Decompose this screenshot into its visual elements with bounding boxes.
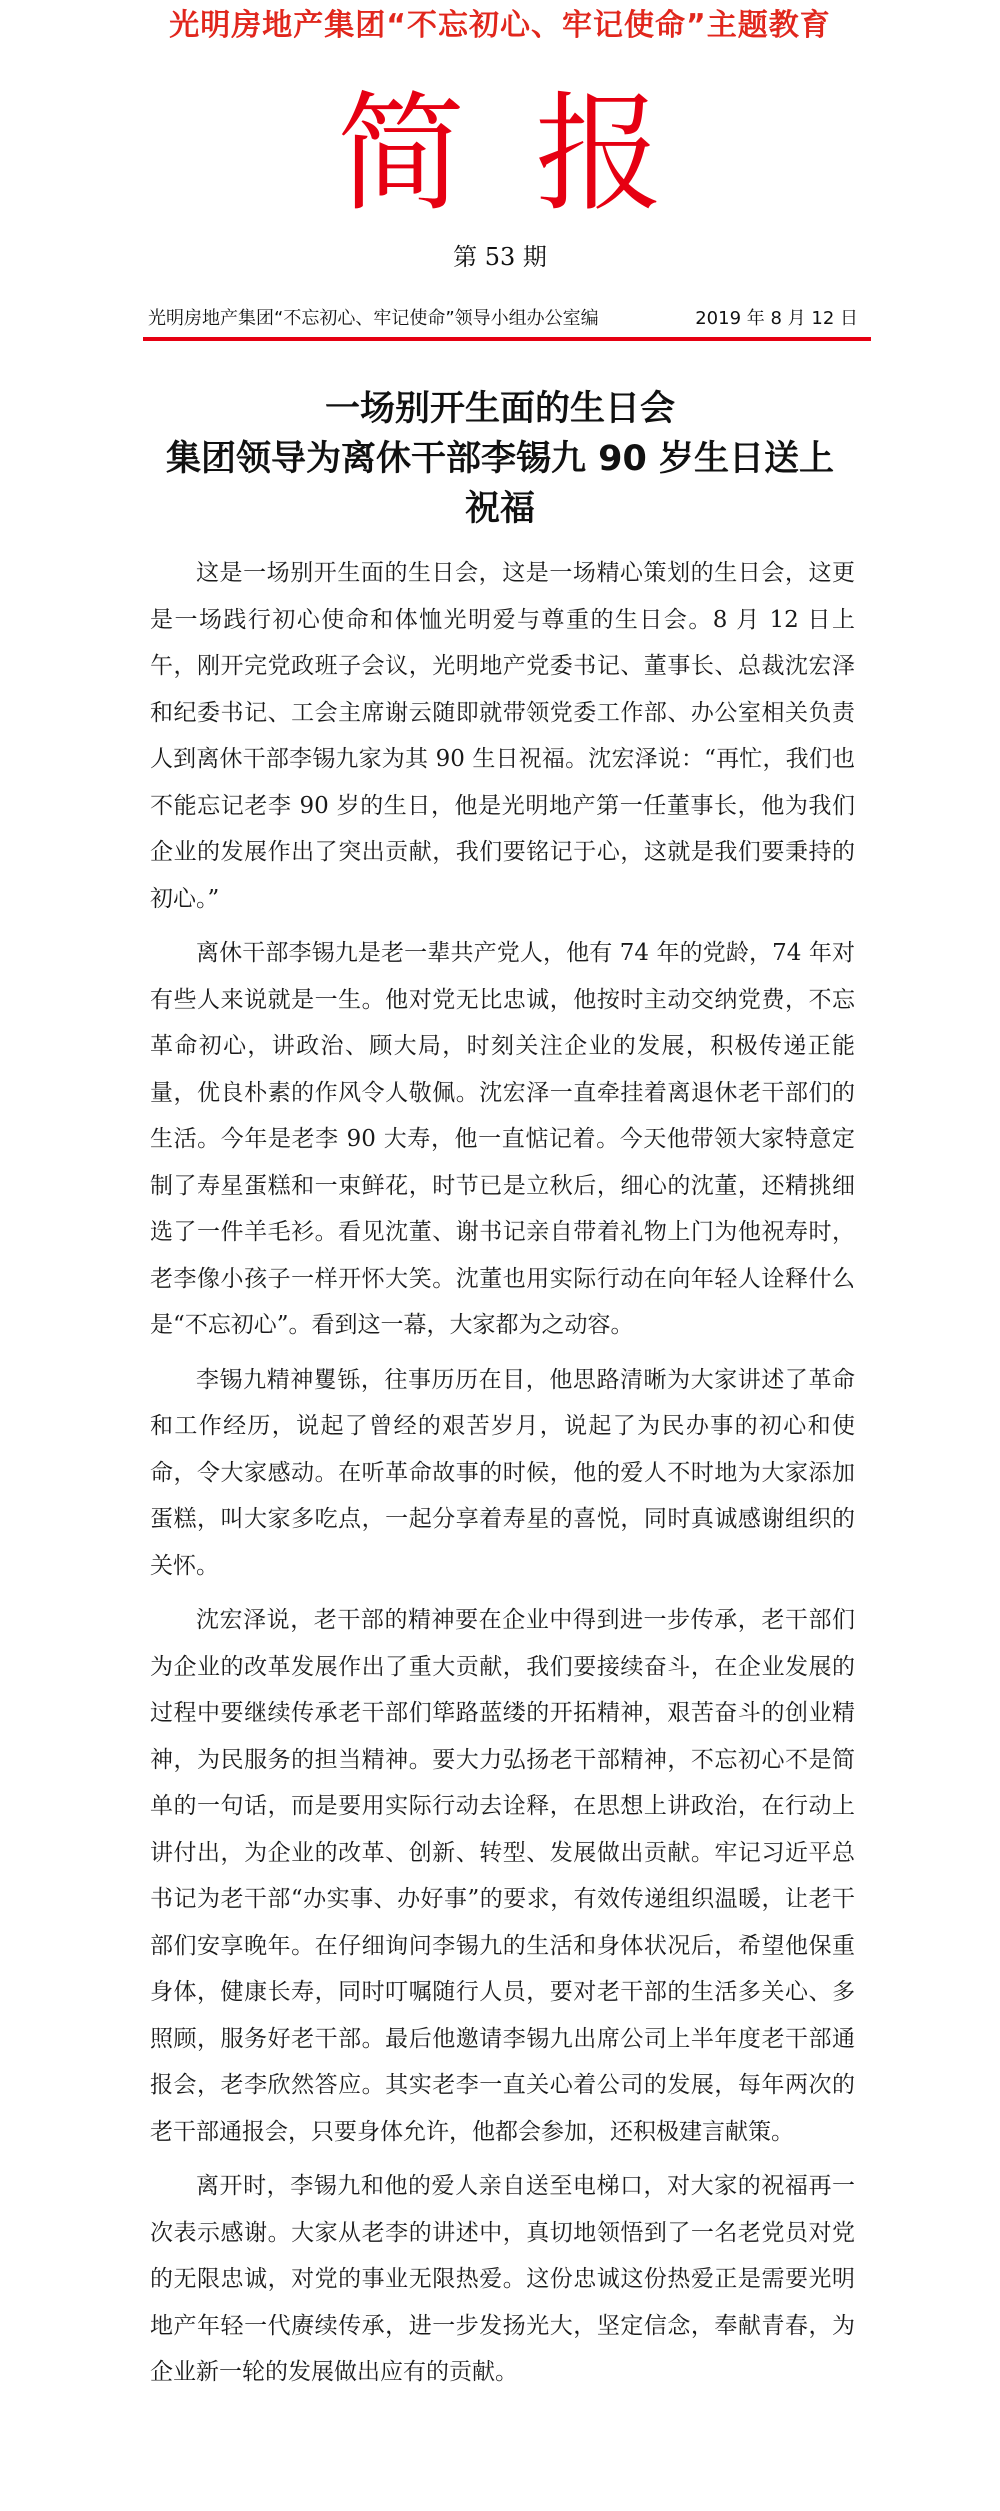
red-divider	[143, 337, 871, 341]
paragraph-1: 这是一场别开生面的生日会，这是一场精心策划的生日会，这更是一场践行初心使命和体恤光明爱与尊重的生日会。8 月 12 日上午，刚开完党政班子会议，光明地产党委书记、董事长、总裁沈宏泽和纪委书记、工会主席谢云随即就带领党委工作部、办公室相关负责人到离休干部李锡九家为其 90 生日祝福。沈宏泽说：“再忙，我们也不能忘记老李 90 岁的生日，他是光明地产第一任董事长，他为我们企业的发展作出了突出贡献，我们要铭记于心，这就是我们要秉持的初心。”	[150, 560, 855, 912]
article-body	[150, 550, 855, 2404]
issue-number: 第 53 期	[453, 243, 547, 271]
headline-line-1: 一场别开生面的生日会	[324, 389, 675, 429]
editor-row	[148, 306, 858, 332]
editor-name: 光明房地产集团“不忘初心、牢记使命”领导小组办公室编	[148, 308, 599, 329]
theme-line: 光明房地产集团“不忘初心、牢记使命”主题教育	[169, 8, 831, 43]
paragraph-5: 离开时，李锡九和他的爱人亲自送至电梯口，对大家的祝福再一次表示感谢。大家从老李的讲述中，真切地领悟到了一名老党员对党的无限忠诚，对党的事业无限热爱。这份忠诚这份热爱正是需要光明地产年轻一代赓续传承，进一步发扬光大，坚定信念，奉献青春，为企业新一轮的发展做出应有的贡献。	[150, 2173, 855, 2385]
paragraph-4: 沈宏泽说，老干部的精神要在企业中得到进一步传承，老干部们为企业的改革发展作出了重大贡献，我们要接续奋斗，在企业发展的过程中要继续传承老干部们筚路蓝缕的开拓精神，艰苦奋斗的创业精神，为民服务的担当精神。要大力弘扬老干部精神，不忘初心不是简单的一句话，而是要用实际行动去诠释，在思想上讲政治，在行动上讲付出，为企业的改革、创新、转型、发展做出贡献。牢记习近平总书记为老干部“办实事、办好事”的要求，有效传递组织温暖，让老干部们安享晚年。在仔细询问李锡九的生活和身体状况后，希望他保重身体，健康长寿，同时叮嘱随行人员，要对老干部的生活多关心、多照顾，服务好老干部。最后他邀请李锡九出席公司上半年度老干部通报会，老李欣然答应。其实老李一直关心着公司的发展，每年两次的老干部通报会，只要身体允许，他都会参加，还积极建言献策。	[150, 1607, 855, 2145]
paragraph-3: 李锡九精神矍铄，往事历历在目，他思路清晰为大家讲述了革命和工作经历，说起了曾经的艰苦岁月，说起了为民办事的初心和使命，令大家感动。在听革命故事的时候，他的爱人不时地为大家添加蛋糕，叫大家多吃点，一起分享着寿星的喜悦，同时真诚感谢组织的关怀。	[150, 1366, 855, 1579]
publish-date: 2019 年 8 月 12 日	[695, 308, 858, 329]
paragraph-2: 离休干部李锡九是老一辈共产党人，他有 74 年的党龄，74 年对有些人来说就是一生。他对党无比忠诚，他按时主动交纳党费，不忘革命初心，讲政治、顾大局，时刻关注企业的发展，积极传递正能量，优良朴素的作风令人敬佩。沈宏泽一直牵挂着离退休老干部们的生活。今年是老李 90 大寿，他一直惦记着。今天他带领大家特意定制了寿星蛋糕和一束鲜花，时节已是立秋后，细心的沈董，还精挑细选了一件羊毛衫。看见沈董、谢书记亲自带着礼物上门为他祝寿时，老李像小孩子一样开怀大笑。沈董也用实际行动在向年轻人诠释什么是“不忘初心”。看到这一幕，大家都为之动容。	[150, 940, 855, 1338]
headline-line-2: 集团领导为离休干部李锡九 90 岁生日送上祝福	[165, 439, 835, 529]
masthead-title: 简报	[336, 80, 733, 229]
article-headline	[150, 384, 850, 534]
